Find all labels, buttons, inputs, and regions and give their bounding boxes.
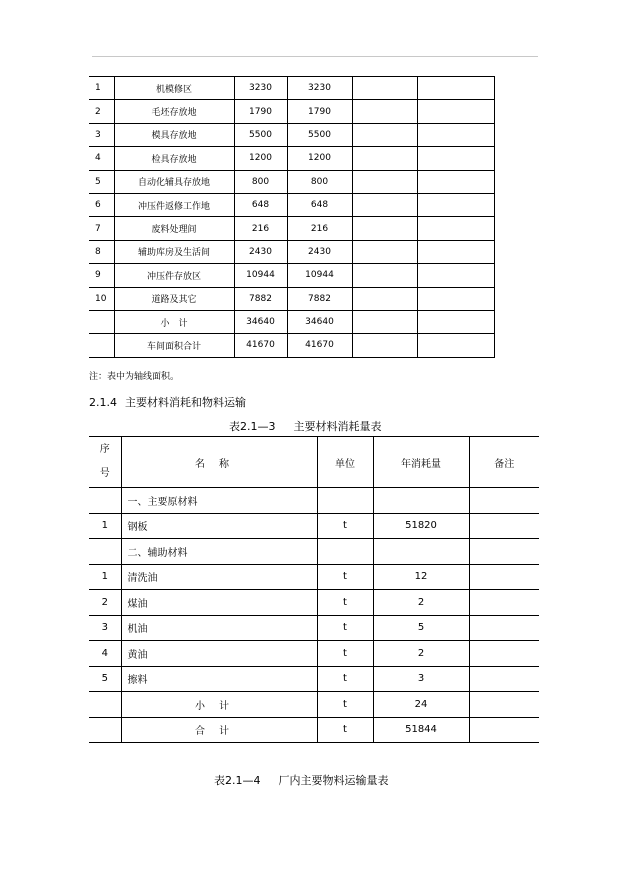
empty-cell — [352, 100, 417, 123]
empty-cell — [417, 170, 494, 193]
material-name: 清洗油 — [121, 564, 317, 590]
unit: t — [317, 666, 373, 692]
table-row — [89, 193, 494, 216]
area-value-2: 2430 — [287, 240, 352, 263]
empty-cell — [352, 287, 417, 310]
area-value: 7882 — [234, 287, 287, 310]
area-value: 216 — [234, 217, 287, 240]
area-value: 1790 — [234, 100, 287, 123]
table-row — [89, 539, 539, 565]
table-row — [89, 590, 539, 616]
remark — [469, 590, 539, 616]
annual-consumption: 3 — [373, 666, 469, 692]
table-caption — [229, 418, 382, 434]
row-number: 5 — [89, 170, 114, 193]
area-value-2: 216 — [287, 217, 352, 240]
area-value: 800 — [234, 170, 287, 193]
empty-cell — [417, 264, 494, 287]
area-name: 毛坯存放地 — [114, 100, 234, 123]
table-row — [89, 264, 494, 287]
remark — [469, 666, 539, 692]
area-name: 机模修区 — [114, 77, 234, 100]
unit: t — [317, 615, 373, 641]
row-number: 1 — [89, 77, 114, 100]
area-value: 648 — [234, 193, 287, 216]
unit: t — [317, 564, 373, 590]
area-value: 1200 — [234, 147, 287, 170]
empty-cell — [352, 77, 417, 100]
header-name: 名称 — [121, 437, 317, 488]
row-number — [89, 310, 114, 333]
row-number: 4 — [89, 641, 121, 667]
empty-cell — [417, 100, 494, 123]
area-value-2: 1790 — [287, 100, 352, 123]
section-heading — [89, 394, 246, 410]
unit: t — [317, 590, 373, 616]
area-value-2: 10944 — [287, 264, 352, 287]
subtotal-amount: 24 — [373, 692, 469, 718]
area-value-2: 648 — [287, 193, 352, 216]
material-consumption-table — [89, 436, 539, 743]
annual-consumption: 2 — [373, 641, 469, 667]
empty-cell — [417, 123, 494, 146]
table-row — [89, 564, 539, 590]
remark — [469, 615, 539, 641]
row-number — [89, 539, 121, 565]
empty-cell — [352, 170, 417, 193]
area-value: 41670 — [234, 334, 287, 357]
unit: t — [317, 513, 373, 539]
table-row — [89, 100, 494, 123]
area-value-2: 1200 — [287, 147, 352, 170]
table-row — [89, 287, 494, 310]
material-name: 黄油 — [121, 641, 317, 667]
row-number: 2 — [89, 590, 121, 616]
row-number: 1 — [89, 564, 121, 590]
empty-cell — [417, 310, 494, 333]
row-number: 10 — [89, 287, 114, 310]
empty-cell — [417, 217, 494, 240]
subtotal-unit: t — [317, 692, 373, 718]
total-unit: t — [317, 717, 373, 743]
total-amount: 51844 — [373, 717, 469, 743]
empty-cell — [417, 147, 494, 170]
table-caption-2 — [214, 772, 389, 788]
section-number: 2.1.4 — [89, 396, 117, 409]
section-title: 主要材料消耗和物料运输 — [125, 396, 246, 409]
table-row — [89, 615, 539, 641]
header-remark: 备注 — [469, 437, 539, 488]
material-name: 擦料 — [121, 666, 317, 692]
empty-cell — [352, 334, 417, 357]
empty-cell — [417, 287, 494, 310]
empty-cell — [352, 123, 417, 146]
empty-cell — [352, 310, 417, 333]
table-row — [89, 170, 494, 193]
material-name: 钢板 — [121, 513, 317, 539]
material-name: 机油 — [121, 615, 317, 641]
unit — [317, 539, 373, 565]
area-value-2: 3230 — [287, 77, 352, 100]
row-number: 9 — [89, 264, 114, 287]
area-value-2: 34640 — [287, 310, 352, 333]
empty-cell — [417, 240, 494, 263]
table-row — [89, 513, 539, 539]
area-value: 5500 — [234, 123, 287, 146]
empty-cell — [352, 217, 417, 240]
row-number: 6 — [89, 193, 114, 216]
table-row — [89, 310, 494, 333]
remark — [469, 564, 539, 590]
annual-consumption — [373, 539, 469, 565]
caption-title: 主要材料消耗量表 — [293, 420, 382, 433]
remark — [469, 641, 539, 667]
area-value: 34640 — [234, 310, 287, 333]
area-name: 检具存放地 — [114, 147, 234, 170]
area-value: 3230 — [234, 77, 287, 100]
total-row — [89, 717, 539, 743]
table-row — [89, 488, 539, 514]
empty-cell — [352, 240, 417, 263]
empty-cell — [417, 77, 494, 100]
table-row — [89, 666, 539, 692]
area-value: 2430 — [234, 240, 287, 263]
area-name: 冲压件存放区 — [114, 264, 234, 287]
row-number: 8 — [89, 240, 114, 263]
area-name: 废料处理间 — [114, 217, 234, 240]
material-name: 二、辅助材料 — [121, 539, 317, 565]
caption-label-2: 表2.1—4 — [214, 774, 261, 787]
table-row — [89, 77, 494, 100]
area-value-2: 41670 — [287, 334, 352, 357]
row-number: 3 — [89, 123, 114, 146]
annual-consumption: 2 — [373, 590, 469, 616]
header-rule — [92, 56, 538, 57]
area-table — [89, 76, 495, 358]
table-row — [89, 641, 539, 667]
row-number: 2 — [89, 100, 114, 123]
row-number — [89, 334, 114, 357]
empty-cell — [352, 147, 417, 170]
header-amount: 年消耗量 — [373, 437, 469, 488]
annual-consumption — [373, 488, 469, 514]
header-no: 序 号 — [89, 437, 121, 488]
row-number: 7 — [89, 217, 114, 240]
annual-consumption: 51820 — [373, 513, 469, 539]
area-name: 自动化辅具存放地 — [114, 170, 234, 193]
area-name: 冲压件返修工作地 — [114, 193, 234, 216]
row-number: 1 — [89, 513, 121, 539]
table-note: 注：表中为轴线面积。 — [89, 372, 180, 382]
area-value: 10944 — [234, 264, 287, 287]
caption-title-2: 厂内主要物料运输量表 — [278, 774, 389, 787]
unit — [317, 488, 373, 514]
empty-cell — [352, 193, 417, 216]
annual-consumption: 12 — [373, 564, 469, 590]
total-label: 合计 — [121, 717, 317, 743]
area-name: 小 计 — [114, 310, 234, 333]
empty-cell — [352, 264, 417, 287]
annual-consumption: 5 — [373, 615, 469, 641]
empty-cell — [417, 334, 494, 357]
area-name: 模具存放地 — [114, 123, 234, 146]
area-name: 道路及其它 — [114, 287, 234, 310]
remark — [469, 539, 539, 565]
area-value-2: 800 — [287, 170, 352, 193]
header-unit: 单位 — [317, 437, 373, 488]
table-row — [89, 334, 494, 357]
unit: t — [317, 641, 373, 667]
table-row — [89, 217, 494, 240]
empty-cell — [417, 193, 494, 216]
table-row — [89, 240, 494, 263]
remark — [469, 488, 539, 514]
area-value-2: 5500 — [287, 123, 352, 146]
area-name: 车间面积合计 — [114, 334, 234, 357]
caption-label: 表2.1—3 — [229, 420, 276, 433]
material-name: 煤油 — [121, 590, 317, 616]
row-number: 4 — [89, 147, 114, 170]
table-row — [89, 147, 494, 170]
row-number: 3 — [89, 615, 121, 641]
table-row — [89, 123, 494, 146]
subtotal-label: 小计 — [121, 692, 317, 718]
remark — [469, 513, 539, 539]
table-header-row — [89, 437, 539, 488]
row-number — [89, 488, 121, 514]
material-name: 一、主要原材料 — [121, 488, 317, 514]
area-name: 辅助库房及生活间 — [114, 240, 234, 263]
area-value-2: 7882 — [287, 287, 352, 310]
subtotal-row — [89, 692, 539, 718]
row-number: 5 — [89, 666, 121, 692]
